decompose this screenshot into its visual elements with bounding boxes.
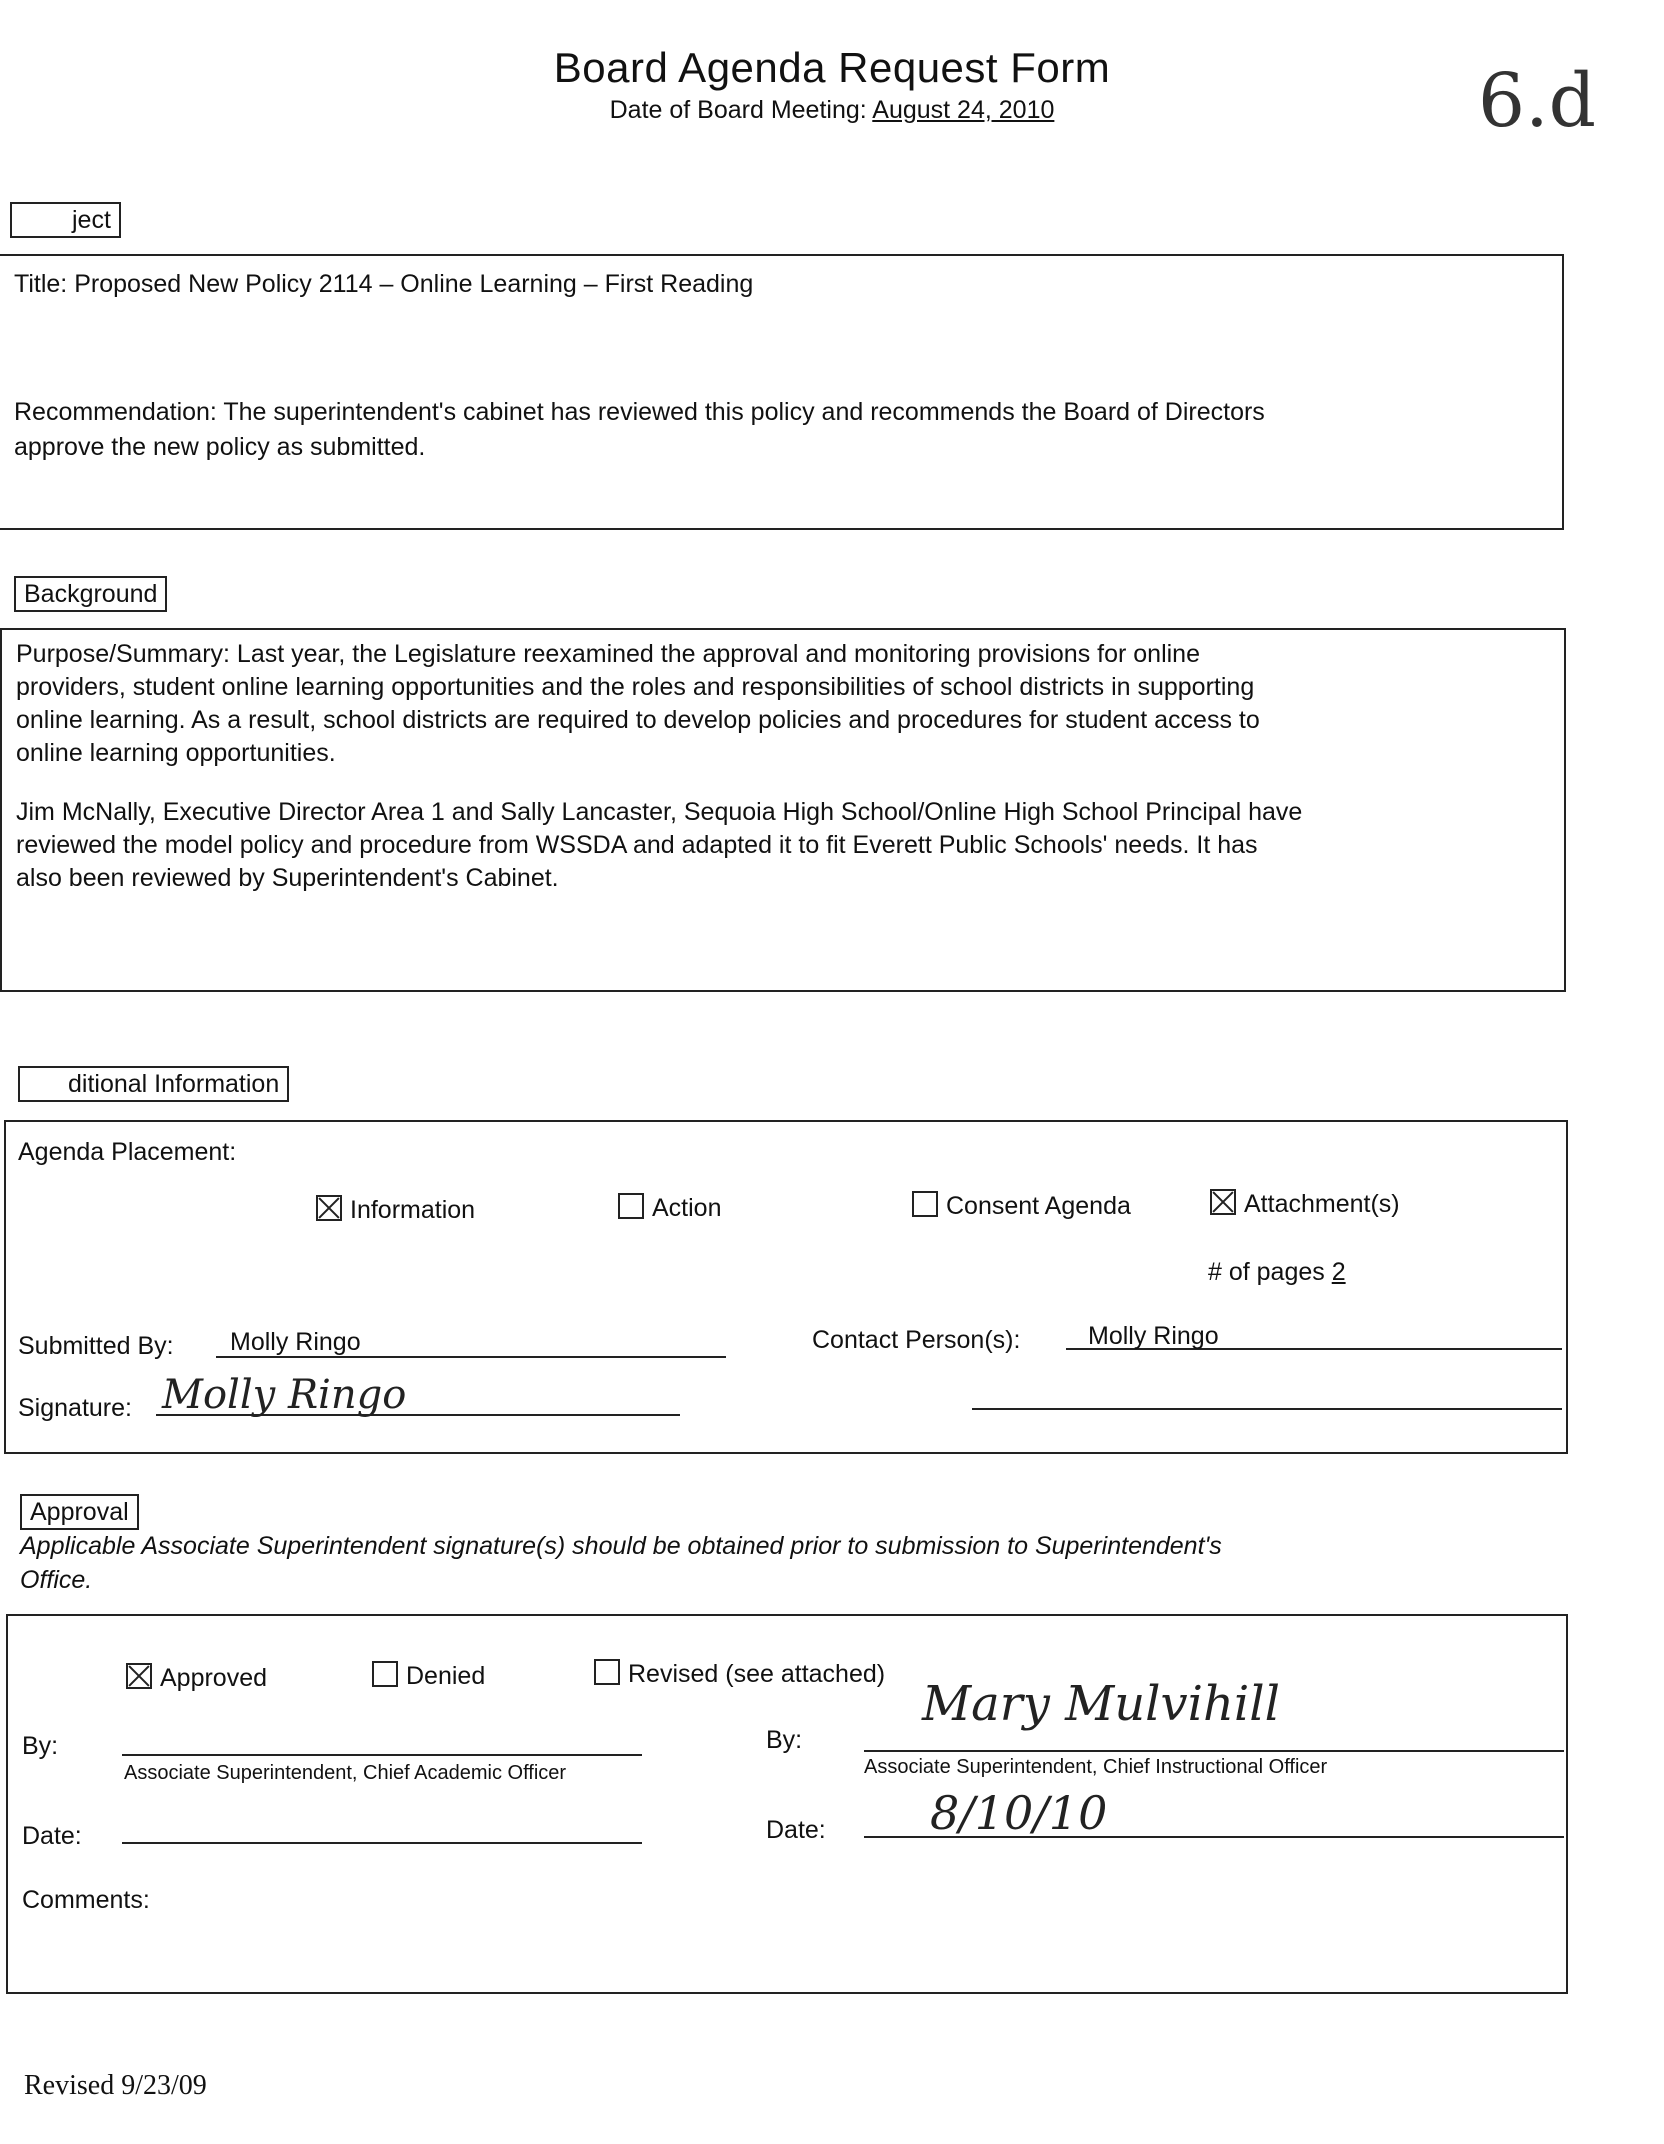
left-by-line — [122, 1754, 642, 1756]
approved-label: Approved — [160, 1664, 268, 1692]
information-checkbox[interactable] — [316, 1195, 342, 1221]
comments-label: Comments: — [22, 1886, 150, 1914]
information-label: Information — [350, 1196, 476, 1224]
left-date-line — [122, 1842, 642, 1844]
right-by-label: By: — [766, 1726, 803, 1754]
purpose-line: online learning. As a result, school districts are required to develop policies and procedures for student access to — [16, 706, 1260, 734]
approval-tab: Approval — [20, 1494, 139, 1530]
approved-option[interactable] — [126, 1662, 267, 1695]
pages-label: # of pages — [1208, 1258, 1325, 1286]
contact-person-value[interactable]: Molly Ringo — [1088, 1322, 1219, 1350]
action-label: Action — [652, 1194, 722, 1222]
contact-person-label: Contact Person(s): — [812, 1326, 1021, 1354]
second-signature-line — [972, 1408, 1562, 1410]
action-option[interactable] — [618, 1192, 721, 1225]
denied-checkbox[interactable] — [372, 1661, 398, 1687]
right-date-label: Date: — [766, 1816, 826, 1844]
additional-info-box — [4, 1120, 1568, 1454]
action-checkbox[interactable] — [618, 1193, 644, 1219]
attachments-checkbox[interactable] — [1210, 1189, 1236, 1215]
subject-tab: ject — [10, 202, 121, 238]
review-paragraph — [16, 796, 1302, 895]
denied-label: Denied — [406, 1662, 486, 1690]
submitted-by-label: Submitted By: — [18, 1332, 174, 1360]
consent-agenda-option[interactable] — [912, 1190, 1131, 1223]
review-line: also been reviewed by Superintendent's Cabinet. — [16, 864, 559, 892]
approver-signature: Mary Mulvihill — [922, 1676, 1280, 1732]
subject-title: Title: Proposed New Policy 2114 – Online Learning – First Reading — [14, 270, 754, 298]
signature-label: Signature: — [18, 1394, 132, 1422]
meeting-date-value: August 24, 2010 — [872, 96, 1055, 124]
approved-checkbox[interactable] — [126, 1663, 152, 1689]
purpose-line: online learning opportunities. — [16, 739, 336, 767]
approval-note-line-1: Applicable Associate Superintendent signature(s) should be obtained prior to submission to Superintendent's — [20, 1532, 1222, 1560]
additional-info-tab: ditional Information — [18, 1066, 289, 1102]
review-line: reviewed the model policy and procedure from WSSDA and adapted it to fit Everett Public Schools' needs. It has — [16, 831, 1258, 859]
meeting-date-line — [0, 96, 1664, 125]
denied-option[interactable] — [372, 1660, 485, 1693]
information-option[interactable] — [316, 1194, 475, 1227]
approval-note-line-2: Office. — [20, 1566, 93, 1594]
revision-note: Revised 9/23/09 — [24, 2070, 207, 2101]
background-tab: Background — [14, 576, 167, 612]
consent-agenda-checkbox[interactable] — [912, 1191, 938, 1217]
consent-agenda-label: Consent Agenda — [946, 1192, 1131, 1220]
left-by-label: By: — [22, 1732, 59, 1760]
form-title: Board Agenda Request Form — [553, 44, 1111, 91]
left-date-label: Date: — [22, 1822, 82, 1850]
meeting-date-label: Date of Board Meeting: — [609, 96, 867, 124]
revised-option[interactable] — [594, 1658, 885, 1691]
revised-label: Revised (see attached) — [628, 1660, 886, 1688]
approval-box — [6, 1614, 1568, 1994]
pages-count — [1208, 1256, 1346, 1289]
left-role-caption: Associate Superintendent, Chief Academic Officer — [124, 1762, 567, 1784]
submitter-signature: Molly Ringo — [162, 1372, 407, 1418]
purpose-line: providers, student online learning opportunities and the roles and responsibilities of school districts in supporting — [16, 673, 1255, 701]
subject-box — [0, 254, 1564, 530]
pages-value: 2 — [1331, 1258, 1346, 1286]
attachments-label: Attachment(s) — [1244, 1190, 1400, 1218]
agenda-placement-label: Agenda Placement: — [18, 1138, 237, 1166]
approval-date-value: 8/10/10 — [930, 1786, 1108, 1840]
review-line: Jim McNally, Executive Director Area 1 and Sally Lancaster, Sequoia High School/Online High School Principal have — [16, 798, 1303, 826]
purpose-line: Purpose/Summary: Last year, the Legislature reexamined the approval and monitoring provisions for online — [16, 640, 1200, 668]
right-by-line — [864, 1750, 1564, 1752]
background-box — [0, 628, 1566, 992]
agenda-item-stamp: 6.d — [1478, 58, 1596, 144]
attachments-option[interactable] — [1210, 1188, 1400, 1221]
submitted-by-value[interactable]: Molly Ringo — [230, 1328, 361, 1356]
purpose-paragraph — [16, 638, 1260, 770]
recommendation-line-2: approve the new policy as submitted. — [14, 433, 426, 461]
revised-checkbox[interactable] — [594, 1659, 620, 1685]
right-role-caption: Associate Superintendent, Chief Instructional Officer — [864, 1756, 1328, 1778]
recommendation-line-1: Recommendation: The superintendent's cabinet has reviewed this policy and recommends the Board of Directors — [14, 398, 1265, 426]
